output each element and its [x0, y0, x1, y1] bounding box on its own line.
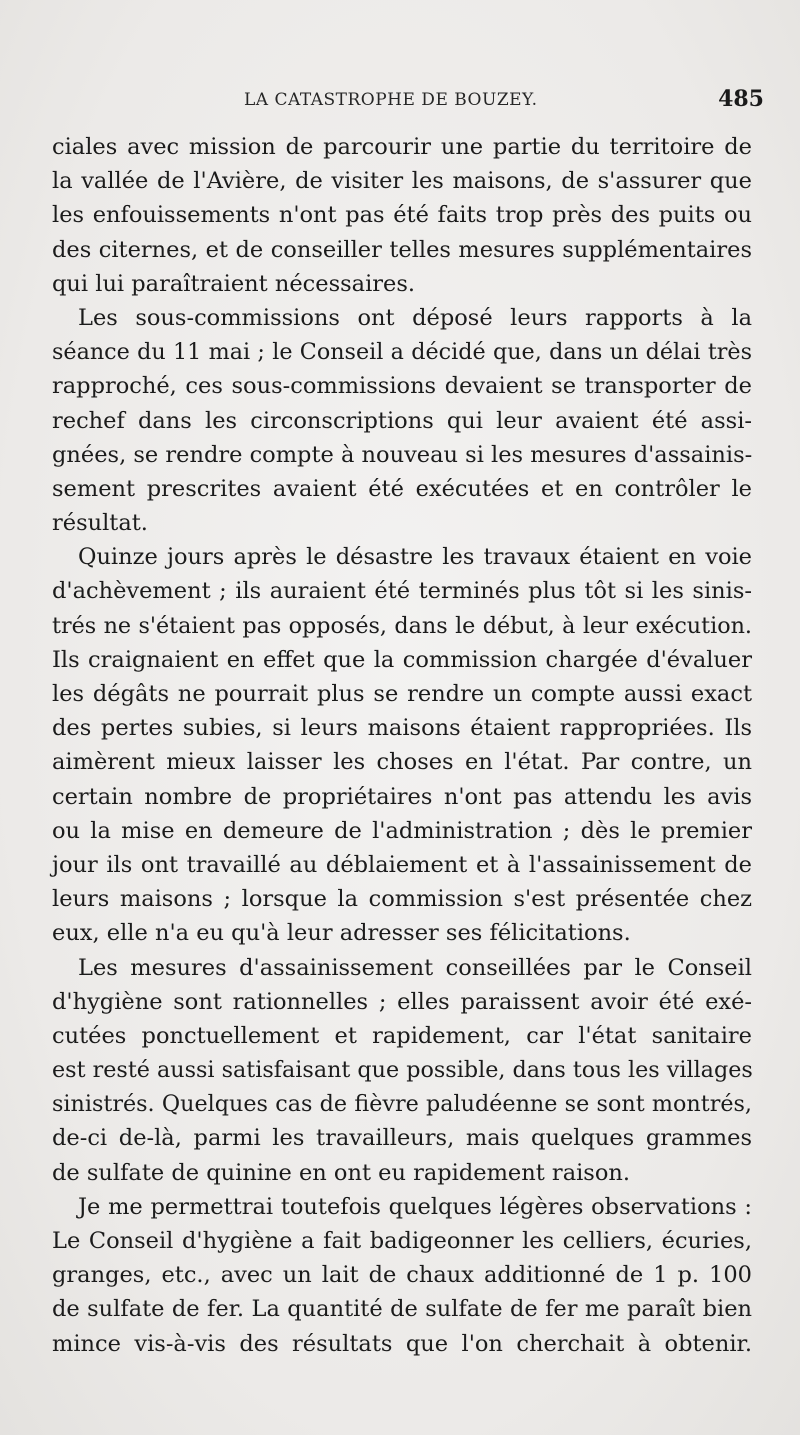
text-line: eux, elle n'a eu qu'à leur adresser ses félicitations.: [52, 920, 631, 947]
text-line: rechef dans les circonscriptions qui leur avaient été assi-: [52, 407, 752, 434]
text-line: résultat.: [52, 510, 148, 537]
text-line: Le Conseil d'hygiène a fait badigeonner les celliers, écuries,: [52, 1228, 752, 1254]
text-line: Ils craignaient en effet que la commission chargée d'évaluer: [52, 646, 752, 673]
text-line: d'achèvement ; ils auraient été terminés plus tôt si les sinis-: [52, 578, 752, 605]
text-line: certain nombre de propriétaires n'ont pas attendu les avis: [52, 783, 752, 810]
text-line: d'hygiène sont rationnelles ; elles paraissent avoir été exé-: [52, 988, 752, 1015]
paragraph-start: Les sous-commissions ont déposé leurs rapports à la: [78, 304, 752, 331]
text-line: de sulfate de fer. La quantité de sulfate de fer me paraît bien: [52, 1296, 752, 1323]
paragraph-start: Je me permettrai toutefois quelques légères observations :: [78, 1193, 752, 1220]
text-line: qui lui paraîtraient nécessaires.: [52, 270, 416, 297]
text-line: la vallée de l'Avière, de visiter les maisons, de s'assurer que: [52, 168, 752, 195]
text-line: est resté aussi satisfaisant que possible, dans tous les villages: [52, 1057, 753, 1084]
text-line: cutées ponctuellement et rapidement, car l'état sanitaire: [52, 1022, 752, 1049]
text-line: trés ne s'étaient pas opposés, dans le début, à leur exécution.: [52, 612, 752, 639]
text-line: sinistrés. Quelques cas de fièvre paludéenne se sont montrés,: [52, 1091, 752, 1118]
text-line: aimèrent mieux laisser les choses en l'état. Par contre, un: [52, 749, 752, 776]
text-line: leurs maisons ; lorsque la commission s'est présentée chez: [52, 886, 752, 913]
text-line: de-ci de-là, parmi les travailleurs, mais quelques grammes: [52, 1125, 752, 1152]
paragraph-start: Les mesures d'assainissement conseillées par le Conseil: [78, 954, 752, 981]
paragraph-start: Quinze jours après le désastre les travaux étaient en voie: [78, 544, 752, 571]
text-line: rapproché, ces sous-commissions devaient se transporter de: [52, 373, 752, 400]
text-line: ciales avec mission de parcourir une partie du territoire de: [52, 134, 752, 160]
text-line: mince vis-à-vis des résultats que l'on cherchait à obtenir.: [52, 1330, 752, 1357]
text-line: des pertes subies, si leurs maisons étaient rappropriées. Ils: [52, 715, 752, 742]
page-number: 485: [718, 86, 764, 112]
page-header: [52, 86, 764, 122]
text-line: sement prescrites avaient été exécutées et en contrôler le: [52, 475, 752, 502]
body-text: [52, 130, 752, 1361]
text-line: granges, etc., avec un lait de chaux additionné de 1 p. 100: [52, 1262, 752, 1289]
running-head: LA CATASTROPHE DE BOUZEY.: [244, 90, 538, 110]
text-line: séance du 11 mai ; le Conseil a décidé que, dans un délai très: [52, 339, 752, 366]
text-line: les dégâts ne pourrait plus se rendre un compte aussi exact: [52, 681, 752, 707]
text-line: de sulfate de quinine en ont eu rapidement raison.: [52, 1159, 631, 1186]
text-line: des citernes, et de conseiller telles mesures supplémentaires: [52, 236, 752, 263]
text-line: les enfouissements n'ont pas été faits trop près des puits ou: [52, 202, 752, 229]
text-line: gnées, se rendre compte à nouveau si les mesures d'assainis-: [52, 441, 753, 468]
text-line: ou la mise en demeure de l'administration ; dès le premier: [52, 817, 752, 844]
text-line: jour ils ont travaillé au déblaiement et à l'assainissement de: [52, 851, 752, 878]
